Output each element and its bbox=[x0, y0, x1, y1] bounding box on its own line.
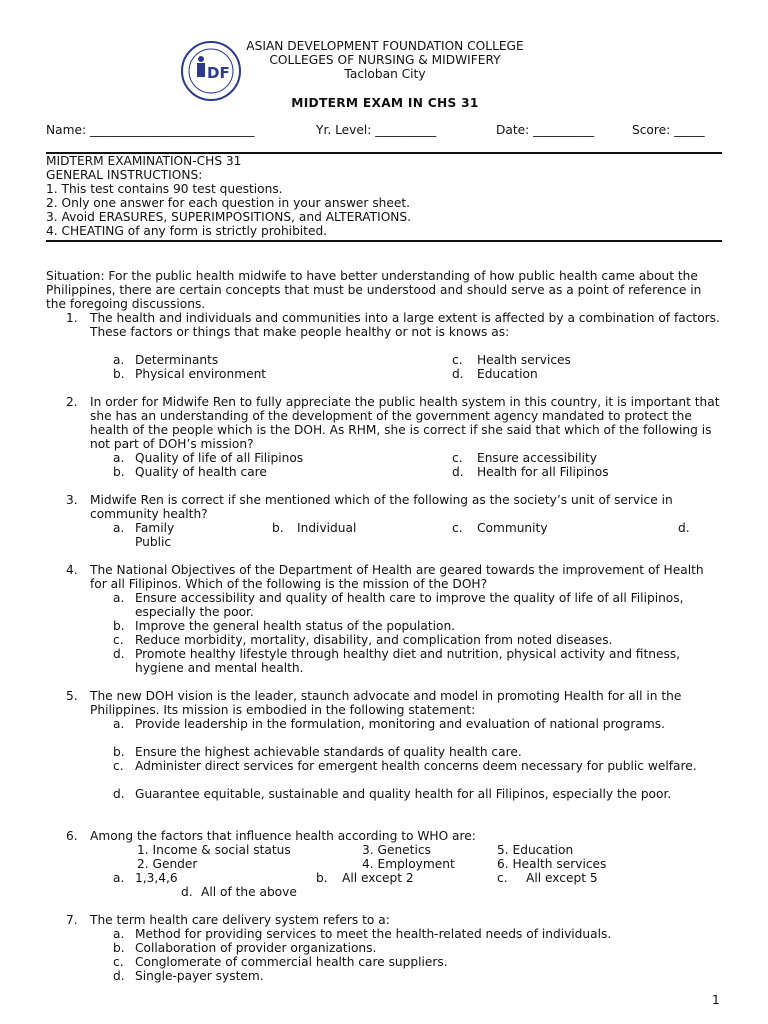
option-letter: b. bbox=[113, 941, 125, 955]
college-name: ASIAN DEVELOPMENT FOUNDATION COLLEGE bbox=[246, 39, 524, 53]
option-letter: c. bbox=[452, 451, 463, 465]
option-text: Single-payer system. bbox=[135, 969, 264, 983]
option-letter: d. bbox=[113, 647, 125, 661]
question-number: 4. bbox=[66, 563, 78, 577]
option-letter: d. bbox=[452, 465, 464, 479]
option-text: Family bbox=[135, 521, 175, 535]
date-field: Date: __________ bbox=[496, 123, 595, 137]
option-text: Reduce morbidity, mortality, disability, and complication from noted diseases. bbox=[135, 633, 613, 647]
option-text: All except 2 bbox=[342, 871, 414, 885]
option-letter: d. bbox=[452, 367, 464, 381]
option-letter: b. bbox=[272, 521, 284, 535]
option-text: Guarantee equitable, sustainable and quality health for all Filipinos, especially the poor. bbox=[135, 787, 672, 801]
option-letter: c. bbox=[113, 955, 124, 969]
factor-item: 5. Education bbox=[497, 843, 574, 857]
question-text: The new DOH vision is the leader, staunch advocate and model in promoting Health for all in the Philippines. Its mission is embodied in the following statement: bbox=[90, 689, 682, 717]
option-text: Ensure accessibility and quality of health care to improve the quality of life of all Filipinos, especially the poor. bbox=[135, 591, 684, 619]
option-text: 1,3,4,6 bbox=[135, 871, 178, 885]
instructions-heading: MIDTERM EXAMINATION-CHS 31 bbox=[46, 154, 242, 168]
option-text: All except 5 bbox=[526, 871, 598, 885]
question-number: 3. bbox=[66, 493, 78, 507]
option-text: All of the above bbox=[201, 885, 297, 899]
option-letter: c. bbox=[452, 353, 463, 367]
option-text: Education bbox=[477, 367, 538, 381]
question-text: The National Objectives of the Department of Health are geared towards the improvement of Health for all Filipinos. Which of the following is the mission of the DOH? bbox=[90, 563, 704, 591]
option-text: Quality of health care bbox=[135, 465, 267, 479]
name-field: Name: ___________________________ bbox=[46, 123, 255, 137]
option-text: Method for providing services to meet the health-related needs of individuals. bbox=[135, 927, 612, 941]
question-text: Midwife Ren is correct if she mentioned which of the following as the society’s unit of service in community health? bbox=[90, 493, 673, 521]
option-letter: b. bbox=[113, 367, 125, 381]
question-number: 1. bbox=[66, 311, 78, 325]
option-letter: a. bbox=[113, 871, 125, 885]
option-text: Quality of life of all Filipinos bbox=[135, 451, 304, 465]
question-text: Among the factors that influence health according to WHO are: bbox=[90, 829, 476, 843]
option-text: Health services bbox=[477, 353, 571, 367]
factor-item: 4. Employment bbox=[362, 857, 455, 871]
option-letter: a. bbox=[113, 451, 125, 465]
option-text: Improve the general health status of the population. bbox=[135, 619, 456, 633]
option-letter: a. bbox=[113, 591, 125, 605]
option-letter: c. bbox=[113, 633, 124, 647]
option-letter: b. bbox=[113, 465, 125, 479]
option-text: Conglomerate of commercial health care suppliers. bbox=[135, 955, 448, 969]
factor-item: 1. Income & social status bbox=[137, 843, 291, 857]
option-text: Physical environment bbox=[135, 367, 267, 381]
instruction-item: 2. Only one answer for each question in your answer sheet. bbox=[46, 196, 411, 210]
option-letter: d. bbox=[678, 521, 690, 535]
option-text: Community bbox=[477, 521, 548, 535]
option-letter: b. bbox=[113, 619, 125, 633]
option-letter: b. bbox=[316, 871, 328, 885]
option-letter: d. bbox=[113, 787, 125, 801]
yr-level-field: Yr. Level: __________ bbox=[316, 123, 437, 137]
factor-item: 3. Genetics bbox=[362, 843, 431, 857]
factor-item: 6. Health services bbox=[497, 857, 607, 871]
general-instructions-label: GENERAL INSTRUCTIONS: bbox=[46, 168, 203, 182]
option-text: Promote healthy lifestyle through healthy diet and nutrition, physical activity and fitness, hygiene and mental health. bbox=[135, 647, 681, 675]
option-letter: b. bbox=[113, 745, 125, 759]
logo-text: DF bbox=[207, 64, 230, 82]
instruction-item: 3. Avoid ERASURES, SUPERIMPOSITIONS, and ALTERATIONS. bbox=[46, 210, 412, 224]
question-number: 6. bbox=[66, 829, 78, 843]
option-letter: d. bbox=[113, 969, 125, 983]
score-field: Score: _____ bbox=[632, 123, 705, 137]
situation-text: Situation: For the public health midwife to have better understanding of how public health came about the Philippines, there are certain concepts that must be understood and should serve as a point of reference in the foregoing discussions. bbox=[46, 269, 702, 311]
option-text: Ensure accessibility bbox=[477, 451, 597, 465]
option-text: Determinants bbox=[135, 353, 219, 367]
question-text: In order for Midwife Ren to fully appreciate the public health system in this country, it is important that she has an understanding of the development of the government agency mandated to protect the health of the people which is the DOH. As RHM, she is correct if she said that which of the following is not part of DOH’s mission? bbox=[90, 395, 720, 451]
option-text: Public bbox=[135, 535, 172, 549]
option-text: Ensure the highest achievable standards of quality health care. bbox=[135, 745, 522, 759]
option-text: Collaboration of provider organizations. bbox=[135, 941, 377, 955]
question-number: 2. bbox=[66, 395, 78, 409]
option-letter: d. bbox=[181, 885, 193, 899]
city-name: Tacloban City bbox=[344, 67, 426, 81]
option-letter: c. bbox=[497, 871, 508, 885]
factor-item: 2. Gender bbox=[137, 857, 198, 871]
bottom-divider bbox=[46, 240, 722, 242]
question-number: 7. bbox=[66, 913, 78, 927]
option-letter: a. bbox=[113, 353, 125, 367]
instruction-item: 4. CHEATING of any form is strictly prohibited. bbox=[46, 224, 328, 238]
option-text: Provide leadership in the formulation, monitoring and evaluation of national programs. bbox=[135, 717, 665, 731]
exam-title: MIDTERM EXAM IN CHS 31 bbox=[291, 96, 479, 110]
option-letter: c. bbox=[452, 521, 463, 535]
question-text: The term health care delivery system refers to a: bbox=[90, 913, 390, 927]
page-number: 1 bbox=[712, 993, 720, 1007]
instruction-item: 1. This test contains 90 test questions. bbox=[46, 182, 283, 196]
option-text: Health for all Filipinos bbox=[477, 465, 609, 479]
school-name: COLLEGES OF NURSING & MIDWIFERY bbox=[269, 53, 501, 67]
option-text: Individual bbox=[297, 521, 357, 535]
option-letter: c. bbox=[113, 759, 124, 773]
option-letter: a. bbox=[113, 521, 125, 535]
question-text: The health and individuals and communities into a large extent is affected by a combination of factors. These factors or things that make people healthy or not is knows as: bbox=[90, 311, 720, 339]
option-letter: a. bbox=[113, 717, 125, 731]
option-letter: a. bbox=[113, 927, 125, 941]
option-text: Administer direct services for emergent health concerns deem necessary for public welfare. bbox=[135, 759, 697, 773]
question-number: 5. bbox=[66, 689, 78, 703]
